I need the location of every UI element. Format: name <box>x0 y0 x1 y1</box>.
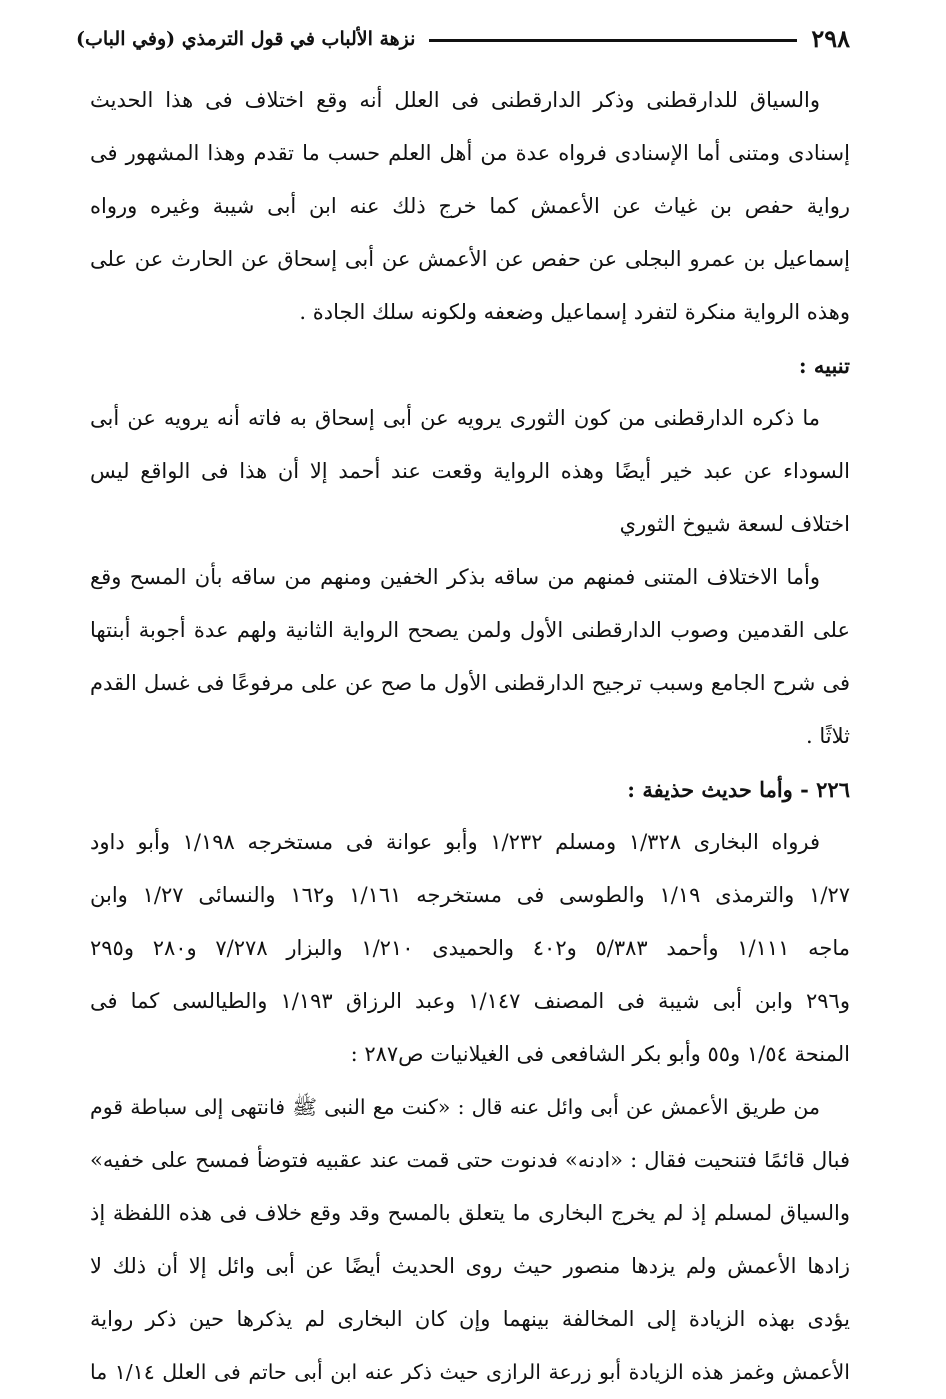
text-line: على القدمين وصوب الدارقطنى الأول ولمن يصحح الرواية الثانية ولهم عدة أجوبة أبنتها <box>90 618 850 642</box>
text-line: ما ذكره الدارقطنى من كون الثورى يرويه عن أبى إسحاق به فاته أنه يرويه عن أبى <box>90 406 820 430</box>
page-number: ٢٩٨ <box>811 24 850 53</box>
running-header <box>76 24 850 53</box>
text-line: الأعمش وغمز هذه الزيادة أبو زرعة الرازى حيث ذكر عنه ابن أبى حاتم فى العلل ١/١٤ ما <box>90 1360 850 1384</box>
text-line: رواية حفص بن غياث عن الأعمش كما خرج ذلك عنه ابن أبى شيبة وغيره ورواه <box>90 194 850 218</box>
header-rule <box>429 39 797 42</box>
text-line: والسياق للدارقطنى وذكر الدارقطنى فى العلل أنه وقع اختلاف فى هذا الحديث <box>90 88 820 112</box>
note-heading: تنبيه : <box>798 353 850 378</box>
page-body <box>90 74 850 1399</box>
text-line: من طريق الأعمش عن أبى وائل عنه قال : «كنت مع النبى ﷺ فانتهى إلى سباطة قوم <box>90 1095 820 1119</box>
text-line: إسنادى ومتنى أما الإسنادى فرواه عدة من أهل العلم حسب ما تقدم وهذا المشهور فى <box>90 141 850 165</box>
text-line: ماجه ١/١١١ وأحمد ٥/٣٨٣ و٤٠٢ والحميدى ١/٢١٠ والبزار ٧/٢٧٨ و٢٨٠ و٢٩٥ <box>90 936 850 960</box>
text-line: ثلاثًا . <box>806 724 850 748</box>
text-line: يؤدى بهذه الزيادة إلى المخالفة بينهما وإن كان البخارى لم يذكرها حين ذكر رواية <box>90 1307 850 1331</box>
text-line: زادها الأعمش ولم يزدها منصور حيث روى الحديث أيضًا عن أبى وائل إلا أن ذلك لا <box>90 1254 850 1278</box>
text-line: المنحة ١/٥٤ و٥٥ وأبو بكر الشافعى فى الغيلانيات ص٢٨٧ : <box>350 1042 850 1066</box>
text-line: اختلاف لسعة شيوخ الثوري <box>619 512 850 536</box>
text-line: وهذه الرواية منكرة لتفرد إسماعيل وضعفه ولكونه سلك الجادة . <box>299 300 850 324</box>
text-line: و٢٩٦ وابن أبى شيبة فى المصنف ١/١٤٧ وعبد الرزاق ١/١٩٣ والطيالسى كما فى <box>90 989 850 1013</box>
text-line: والسياق لمسلم إذ لم يخرج البخارى ما يتعلق بالمسح وقد وقع خلاف فى هذه اللفظة إذ <box>90 1201 850 1225</box>
text-line: وأما الاختلاف المتنى فمنهم من ساقه بذكر الخفين ومنهم من ساقه بأن المسح وقع <box>90 565 820 589</box>
text-line: فرواه البخارى ١/٣٢٨ ومسلم ١/٢٣٢ وأبو عوانة فى مستخرجه ١/١٩٨ وأبو داود <box>90 830 821 854</box>
hadith-heading: ٢٢٦ - وأما حديث حذيفة : <box>627 777 850 802</box>
text-line: السوداء عن عبد خير أيضًا وهذه الرواية وقعت عند أحمد إلا أن هذا فى الواقع ليس <box>90 459 850 483</box>
text-line: فبال قائمًا فتنحيت فقال : «ادنه» فدنوت حتى قمت عند عقبيه فتوضأ فمسح على خفيه» <box>90 1148 850 1172</box>
text-line: إسماعيل بن عمرو البجلى عن حفص عن الأعمش عن أبى إسحاق عن الحارث عن على <box>90 247 850 271</box>
running-title: نزهة الألباب في قول الترمذي (وفي الباب) <box>76 27 416 50</box>
text-line: فى شرح الجامع وسبب ترجيح الدارقطنى الأول ما صح عن على مرفوعًا فى غسل القدم <box>90 671 850 695</box>
text-line: ١/٢٧ والترمذى ١/١٩ والطوسى فى مستخرجه ١/١٦١ و١٦٢ والنسائى ١/٢٧ وابن <box>90 883 850 907</box>
